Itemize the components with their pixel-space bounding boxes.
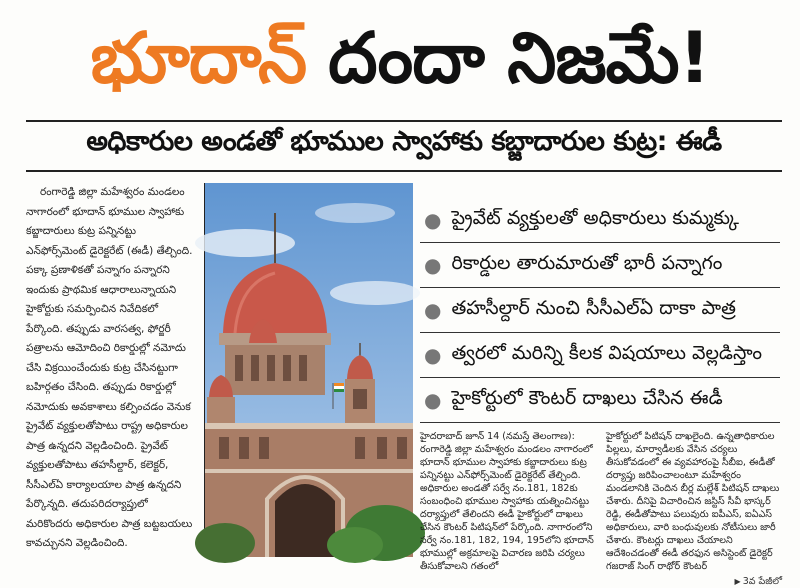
article-text-2: హైకోర్టులో పిటిషన్ దాఖలైంది. ఉన్నతాధికారుల పిల్లలు, మార్వాడీలకు వేసిన చర్యలు తీసుకోవడంలో ఈ వ్యవహారంపై సీబీఐ, ఈడీతో దర్యాప్తు జరిపించాలంటూ మహేశ్వరం మండలానికి చెందిన బీర్ల మల్లేశ్ పిటిషన్ దాఖలు చేశారు. దీనిపై విచారించిన జస్టిస్ సీవీ భాస్కర్ రెడ్డి, ఈడీతోపాటు పలువురు ఐపీఎస్, ఐఏఎస్ అధికారులు, వారి బంధువులకు నోటీసులు జారీ చేశారు. కౌంటర్లు దాఖలు చేయాలని ఆదేశించడంతో ఈడీ తరఫున అసిస్టెంట్ డైరెక్టర్ గజరాజ్ సింగ్ రాథోర్ కౌంటర్ (606, 431, 780, 572)
bullet-text: ప్రైవేట్ వ్యక్తులతో అధికారులు కుమ్మక్కు (451, 206, 739, 229)
article-column-2 (606, 430, 782, 587)
article-text-1: హైదరాబాద్ జూన్ 14 (నమస్తే తెలంగాణ): రంగారెడ్డి జిల్లా మహేశ్వరం మండలం నాగారంలో భూదాన్ భూముల స్వాహాకు కబ్జాదారులు కుట్ర పన్నినట్టు ఎన్‌ఫోర్స్‌మెంట్ డైరెక్టరేట్ తేల్చింది. అధికారుల అండతో సర్వే నం.181, 182కు సంబంధించి భూముల స్వాహాకు యత్నించినట్టు దర్యాప్తులో తేలిందని ఈడీ హైకోర్టులో దాఖలు చేసిన కౌంటర్ పిటిషన్‌లో పేర్కొంది. నాగారంలోని సర్వే నం.181, 182, 194, 195లోని భూదాన్ భూముల్లో అక్రమాలపై విచారణ జరిపి చర్యలు తీసుకోవాలని గతంలో (420, 431, 594, 572)
bullet-item (420, 378, 780, 423)
sidebar-text: రంగారెడ్డి జిల్లా మహేశ్వరం మండలం నాగారంలో భూదాన్ భూముల స్వాహాకు కబ్జాదారులు కుట్ర పన్నినట్టు ఎన్‌ఫోర్స్‌మెంట్ డైరెక్టరేట్ (ఈడీ) తేల్చింది. పక్కా ప్రణాళికతో పన్నాగం పన్నారని ఇందుకు ప్రాథమిక ఆధారాలున్నాయని హైకోర్టుకు సమర్పించిన నివేదికలో పేర్కొంది. తప్పుడు వారసత్వ, ఫోర్జరీ పత్రాలను ఆమోదించి రికార్డుల్లో నమోదు చేసి విక్రయించేందుకు కుట్ర చేసినట్టుగా బహిర్గతం చేసింది. తప్పుడు రికార్డుల్లో నమోదుకు అవకాశాలు కల్పించడం వెనుక ప్రైవేట్ వ్యక్తులతోపాటు రాష్ట్ర అధికారుల పాత్ర ఉన్నదని వెల్లడించింది. ప్రైవేట్ వ్యక్తులతోపాటు తహసీల్దార్, కలెక్టర్, సీసీఎల్‌ఏ కార్యాలయాల పాత్ర ఉన్నదని పేర్కొన్నది. తదుపరిదర్యాప్తులో మరికొందరు అధికారుల పాత్ర బట్టబయలు కావచ్చునని వెల్లడించింది. (26, 186, 193, 549)
highlight-bullets (420, 198, 780, 423)
triangle-right-icon: ▶ (734, 577, 741, 586)
bullet-dot-icon: ● (424, 253, 442, 277)
headline-part-1: భూదాన్ (90, 17, 307, 99)
page-jump[interactable] (606, 575, 782, 588)
bullet-item (420, 198, 780, 243)
article-body (420, 430, 782, 587)
sidebar-column (26, 183, 206, 555)
divider-bottom (26, 170, 782, 172)
bullet-dot-icon: ● (424, 343, 442, 367)
headline (10, 6, 790, 110)
bullet-text: త్వరలో మరిన్ని కీలక విషయాలు వెల్లడిస్తాం (451, 341, 762, 364)
bullet-item (420, 243, 780, 288)
bullet-text: రికార్డుల తారుమారుతో భారీ పన్నాగం (451, 251, 723, 274)
headline-part-2: దందా నిజమే! (328, 17, 710, 99)
bullet-text: హైకోర్టులో కౌంటర్ దాఖలు చేసిన ఈడీ (451, 386, 723, 409)
bullet-dot-icon: ● (424, 208, 442, 232)
divider-top (26, 120, 782, 122)
page-jump-label: 3వ పేజీలో (742, 576, 782, 587)
article-column-1 (420, 430, 596, 572)
high-court-photo (205, 183, 413, 557)
bullet-dot-icon: ● (424, 298, 442, 322)
bullet-item (420, 333, 780, 378)
high-court-illustration (205, 183, 413, 557)
bullet-text: తహసీల్దార్ నుంచి సీసీఎల్‌ఏ దాకా పాత్ర (451, 296, 736, 319)
bullet-dot-icon: ● (424, 388, 442, 412)
subheadline: అధికారుల అండతో భూముల స్వాహాకు కబ్జాదారుల కుట్ర: ఈడీ (86, 126, 722, 157)
bullet-item (420, 288, 780, 333)
